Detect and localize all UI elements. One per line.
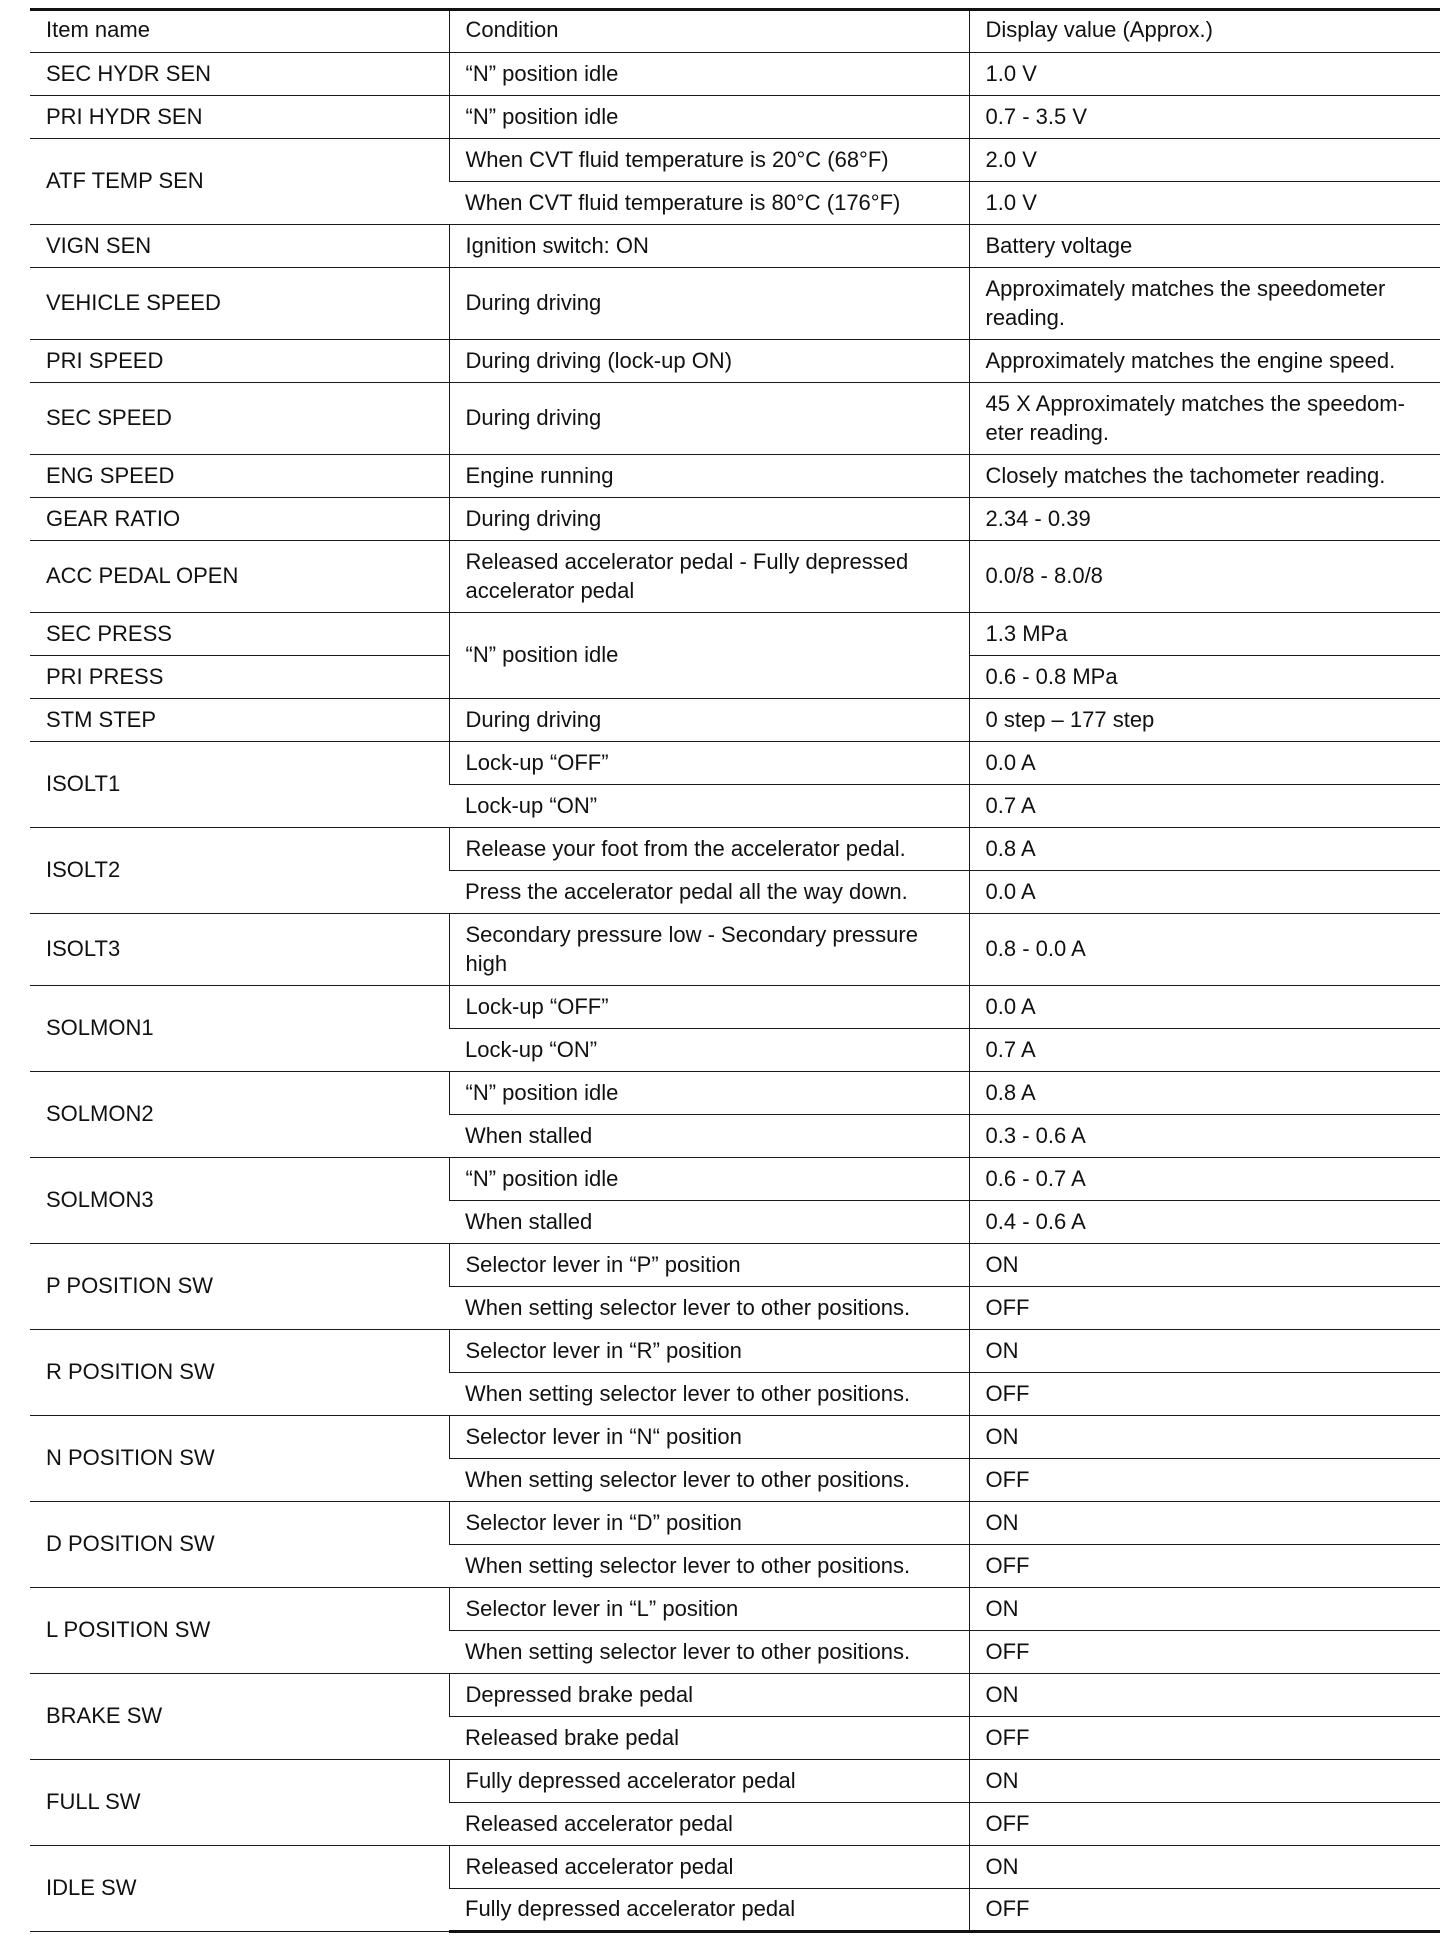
table-row [30,1330,1440,1373]
condition: “N” position idle [449,96,969,139]
consult-data-monitor-table [30,8,1440,1933]
item-name: SOLMON1 [30,986,449,1072]
table-row [30,699,1440,742]
table-row [30,340,1440,383]
display-value: 0.0 A [969,986,1440,1029]
condition: When CVT fluid temperature is 20°C (68°F) [449,139,969,182]
condition: When setting selector lever to other positions. [449,1459,969,1502]
display-value: 0.8 A [969,828,1440,871]
condition: During driving [449,268,969,340]
item-name: L POSITION SW [30,1588,449,1674]
display-value: ON [969,1674,1440,1717]
condition: When setting selector lever to other positions. [449,1545,969,1588]
item-name: SOLMON3 [30,1158,449,1244]
condition: Selector lever in “L” position [449,1588,969,1631]
display-value: OFF [969,1545,1440,1588]
item-name: ISOLT3 [30,914,449,986]
condition: Secondary pressure low - Secondary pressure high [449,914,969,986]
display-value: OFF [969,1631,1440,1674]
item-name: VIGN SEN [30,225,449,268]
display-value: ON [969,1846,1440,1889]
condition: “N” position idle [449,53,969,96]
display-value: 0.4 - 0.6 A [969,1201,1440,1244]
condition: When setting selector lever to other positions. [449,1373,969,1416]
item-name: ENG SPEED [30,455,449,498]
table-row [30,1416,1440,1459]
condition: Lock-up “ON” [449,1029,969,1072]
table-row [30,1072,1440,1115]
item-name: R POSITION SW [30,1330,449,1416]
condition: Selector lever in “P” position [449,1244,969,1287]
table-row [30,541,1440,613]
item-name: VEHICLE SPEED [30,268,449,340]
item-name: SEC PRESS [30,613,449,656]
condition: When setting selector lever to other positions. [449,1287,969,1330]
item-name: ISOLT2 [30,828,449,914]
condition: Depressed brake pedal [449,1674,969,1717]
condition: During driving [449,383,969,455]
table-row [30,1760,1440,1803]
display-value: Closely matches the tachometer reading. [969,455,1440,498]
display-value: ON [969,1760,1440,1803]
condition: Released accelerator pedal [449,1846,969,1889]
table-row [30,1674,1440,1717]
item-name: IDLE SW [30,1846,449,1932]
item-name: PRI SPEED [30,340,449,383]
item-name: P POSITION SW [30,1244,449,1330]
display-value: OFF [969,1717,1440,1760]
item-name: SOLMON2 [30,1072,449,1158]
condition: Released accelerator pedal - Fully depressed accelerator pedal [449,541,969,613]
condition: Released accelerator pedal [449,1803,969,1846]
display-value: 2.34 - 0.39 [969,498,1440,541]
display-value: 0.8 - 0.0 A [969,914,1440,986]
item-name: D POSITION SW [30,1502,449,1588]
condition: Fully depressed accelerator pedal [449,1760,969,1803]
table-row [30,828,1440,871]
display-value: 0 step – 177 step [969,699,1440,742]
display-value: 45 X Approximately matches the speedom-eter reading. [969,383,1440,455]
table-row [30,1846,1440,1889]
display-value: OFF [969,1287,1440,1330]
display-value: 0.0/8 - 8.0/8 [969,541,1440,613]
condition: Selector lever in “R” position [449,1330,969,1373]
display-value: 0.6 - 0.7 A [969,1158,1440,1201]
condition: Selector lever in “N“ position [449,1416,969,1459]
item-name: SEC SPEED [30,383,449,455]
table-row [30,914,1440,986]
display-value: 0.0 A [969,871,1440,914]
item-name: FULL SW [30,1760,449,1846]
condition: When stalled [449,1201,969,1244]
item-name: ISOLT1 [30,742,449,828]
display-value: OFF [969,1889,1440,1932]
table-row [30,1244,1440,1287]
table-row [30,498,1440,541]
display-value: OFF [969,1459,1440,1502]
condition: Lock-up “ON” [449,785,969,828]
table-row [30,383,1440,455]
condition: During driving [449,699,969,742]
table-row [30,455,1440,498]
condition: Engine running [449,455,969,498]
condition: Released brake pedal [449,1717,969,1760]
display-value: ON [969,1244,1440,1287]
header-display-value: Display value (Approx.) [969,10,1440,53]
table-row [30,1502,1440,1545]
condition: When stalled [449,1115,969,1158]
item-name: ACC PEDAL OPEN [30,541,449,613]
display-value: Approximately matches the speedometer reading. [969,268,1440,340]
condition: When CVT fluid temperature is 80°C (176°F) [449,182,969,225]
condition: Lock-up “OFF” [449,742,969,785]
item-name: STM STEP [30,699,449,742]
display-value: Approximately matches the engine speed. [969,340,1440,383]
condition: When setting selector lever to other positions. [449,1631,969,1674]
table-row [30,139,1440,182]
table-row [30,268,1440,340]
condition: Selector lever in “D” position [449,1502,969,1545]
display-value: ON [969,1330,1440,1373]
display-value: ON [969,1588,1440,1631]
table-row [30,613,1440,656]
display-value: 1.0 V [969,182,1440,225]
display-value: ON [969,1502,1440,1545]
display-value: 0.0 A [969,742,1440,785]
item-name: N POSITION SW [30,1416,449,1502]
display-value: 0.6 - 0.8 MPa [969,656,1440,699]
item-name: PRI HYDR SEN [30,96,449,139]
condition: Release your foot from the accelerator pedal. [449,828,969,871]
display-value: 1.3 MPa [969,613,1440,656]
table-row [30,1158,1440,1201]
item-name: ATF TEMP SEN [30,139,449,225]
display-value: ON [969,1416,1440,1459]
table-row [30,96,1440,139]
condition: During driving (lock-up ON) [449,340,969,383]
item-name: PRI PRESS [30,656,449,699]
display-value: 0.7 - 3.5 V [969,96,1440,139]
table-header-row [30,10,1440,53]
condition: Lock-up “OFF” [449,986,969,1029]
condition: Ignition switch: ON [449,225,969,268]
condition: “N” position idle [449,1072,969,1115]
display-value: Battery voltage [969,225,1440,268]
condition: Fully depressed accelerator pedal [449,1889,969,1932]
table-row [30,742,1440,785]
table-row [30,225,1440,268]
table-row [30,986,1440,1029]
condition: During driving [449,498,969,541]
display-value: 0.3 - 0.6 A [969,1115,1440,1158]
condition: Press the accelerator pedal all the way down. [449,871,969,914]
item-name: BRAKE SW [30,1674,449,1760]
display-value: OFF [969,1373,1440,1416]
display-value: OFF [969,1803,1440,1846]
condition: “N” position idle [449,1158,969,1201]
header-item-name: Item name [30,10,449,53]
display-value: 0.7 A [969,1029,1440,1072]
condition: “N” position idle [449,613,969,699]
item-name: SEC HYDR SEN [30,53,449,96]
display-value: 1.0 V [969,53,1440,96]
header-condition: Condition [449,10,969,53]
item-name: GEAR RATIO [30,498,449,541]
display-value: 2.0 V [969,139,1440,182]
display-value: 0.7 A [969,785,1440,828]
display-value: 0.8 A [969,1072,1440,1115]
table-row [30,1588,1440,1631]
table-row [30,53,1440,96]
